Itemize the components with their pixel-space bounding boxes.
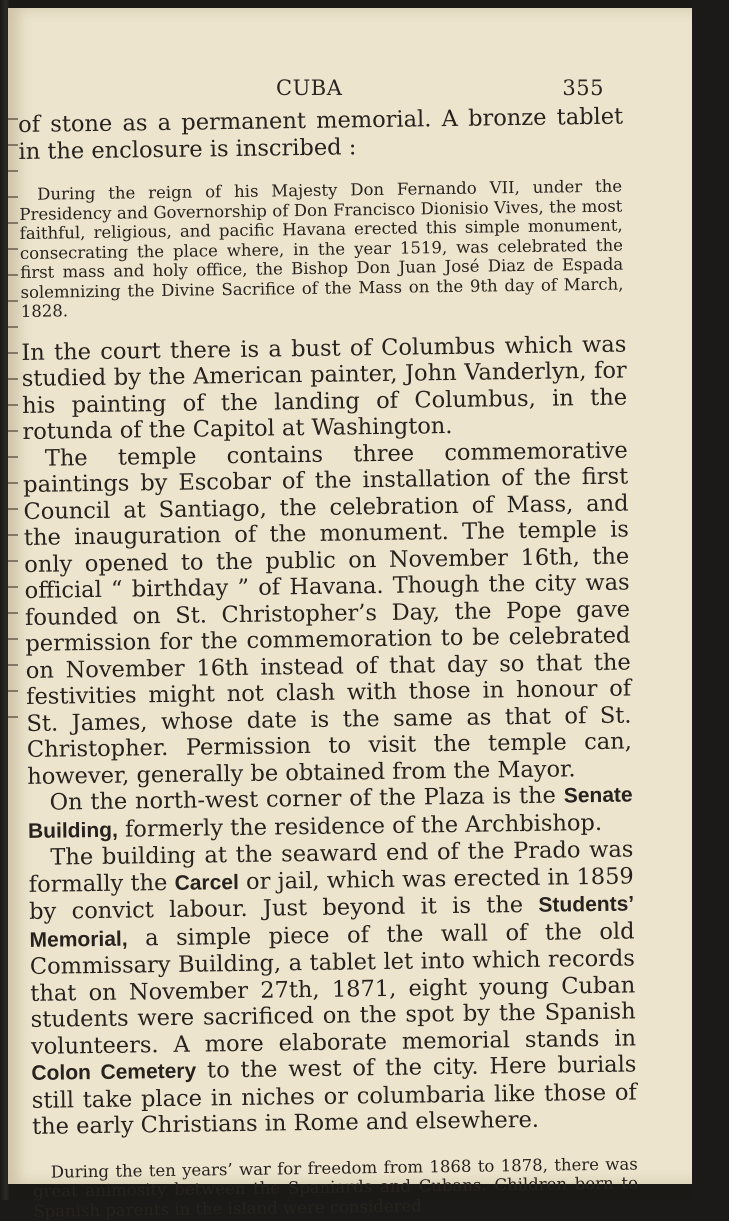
binding-marks — [8, 118, 18, 738]
paragraph-4-text-a: On the north-west corner of the Plaza is the — [49, 782, 564, 816]
paragraph-5-text-a: The building at the seaward end of the Prado was formally the — [28, 836, 634, 898]
paragraph-2: In the court there is a bust of Columbus which was studied by the American painter, John Vanderlyn, for his painting of the landing of Columbus, in the rotunda of the Capitol at Washington. — [21, 331, 628, 445]
inscription-quote: During the reign of his Majesty Don Fernando VII, under the Presidency and Governorship of Don Francisco Dionisio Vives, the most faithful, religious, and pacific Havana erected this simple monument, consecrating the place where, in the year 1519, was celebrated the first mass and holy office, the Bishop Don Juan José Diaz de Espada solemnizing the Divine Sacrifice of the Mass on the 9th day of March, 1828. — [19, 176, 624, 321]
students-memorial-term: Students’ Memorial, — [29, 892, 635, 952]
paragraph-5-text-d: to the west of the city. Here burials still take place in niches or columbaria like those of the early Christians in Rome and elsewhere. — [31, 1051, 637, 1140]
paragraph-4 — [27, 781, 633, 844]
running-header — [8, 70, 692, 104]
paragraph-4-text-b: formerly the residence of the Archbishop. — [117, 809, 603, 843]
page-text — [18, 104, 638, 1221]
book-page — [8, 8, 692, 1221]
page-number: 355 — [562, 76, 604, 100]
footnote-paragraph: During the ten years’ war for freedom from 1868 to 1878, there was great animosity between the Spaniards and Cubans. Children born to Spanish parents in the island were considered — [32, 1153, 639, 1221]
paragraph-5 — [28, 836, 637, 1140]
carcel-term: Carcel — [174, 870, 239, 895]
paragraph-5-text-b: or jail, which was erected in 1859 by convict labour. Just beyond it is the — [28, 862, 634, 925]
scan-right-edge — [692, 0, 729, 1200]
paragraph-1: of stone as a permanent memorial. A bronze tablet in the enclosure is inscribed : — [18, 103, 624, 165]
running-title: CUBA — [276, 76, 343, 100]
paragraph-5-text-c: a simple piece of the wall of the old Commissary Building, a tablet let into which records that on November 27th, 1871, eight young Cuban students were sacrificed on the spot by the Spanish volunteers. A more elaborate memorial stands in — [29, 917, 637, 1060]
senate-building-term: Senate Building, — [27, 783, 633, 843]
colon-cemetery-term: Colon Cemetery — [31, 1059, 197, 1085]
paragraph-3: The temple contains three commemorative paintings by Escobar of the installation of the first Council at Santiago, the celebration of Mass, and the inauguration of the monument. The temple is only opened to the public on November 16th, the official “ birthday ” of Havana. Though the city was founded on St. Christopher’s Day, the Pope gave permission for the commemoration to be celebrated on November 16th instead of that day so that the festivities might not clash with those in honour of St. James, whose date is the same as that of St. Christopher. Permission to visit the temple can, however, generally be obtained from the Mayor. — [23, 437, 633, 790]
